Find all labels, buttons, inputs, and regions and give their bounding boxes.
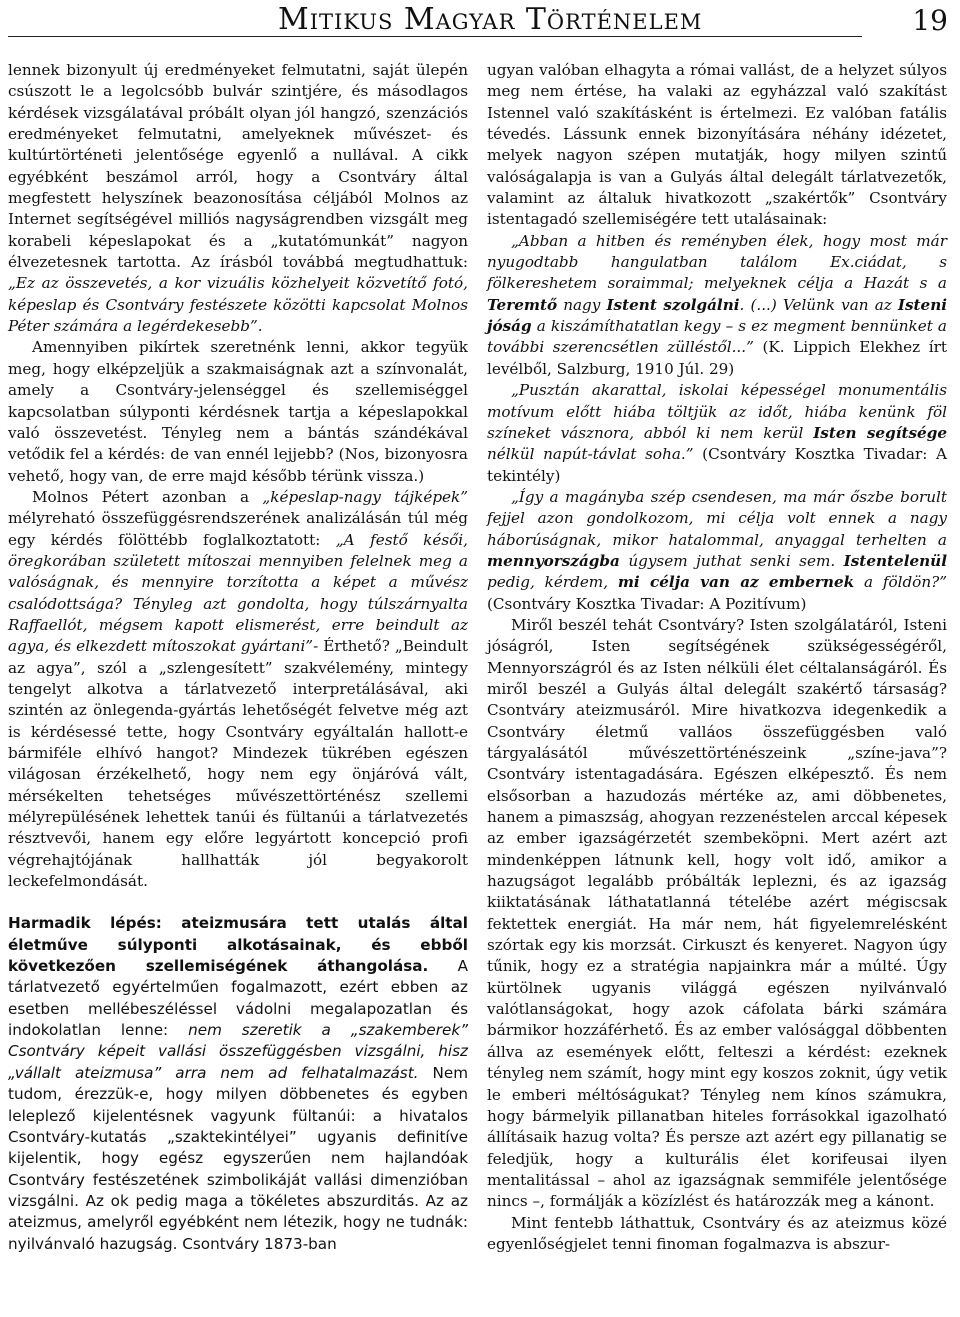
section-heading: Harmadik lépés: ateizmusára tett utalás által életműve súlyponti alkotásainak, és ebből következően szellemiségének áthangolása. [8, 914, 468, 976]
quote: „Így a magányba szép csendesen, ma már őszbe borult fejjel azon gondolkozom, mi célja volt ennek a nagy háborúságnak, mikor hatalommal, anyaggal terhelten a mennyországba úgysem juthat senki sem. Istentelenül pedig, kérdem, mi célja van az embernek a földön?” (Csontváry Kosztka Tivadar: A Pozitívum) [487, 487, 948, 613]
paragraph: Mint fentebb láthattuk, Csontváry és az ateizmus közé egyenlőségjelet tenni finoman fogalmazva is abszur- [487, 1213, 947, 1253]
paragraph: ugyan valóban elhagyta a római vallást, de a helyzet súlyos meg nem értése, ha valaki az egyházzal való szakítást Istennel való szakításként is értelmezi. Ez valóban fatális tévedés. Lássunk ennek bizonyítására néhány idézetet, melyek nagyon szépen mutatják, hogy milyen szintű valóságalapja is van a Gulyás által delegált tárlatvezetők, valamint az általuk hivatkozott „szakértők” Csontváry istentagadó szellemiségére tett utalásainak: [487, 61, 947, 229]
section-heading-paragraph: Harmadik lépés: ateizmusára tett utalás által életműve súlyponti alkotásainak, és ebből következően szellemiségének áthangolása. A tárlatvezető egyértelműen fogalmazott, ezért ebben az esetben mellébeszéléssel vádolni megalapozatlan és indokolatlan lenne: nem szeretik a „szakemberek” Csontváry képeit vallási összefüggésben vizsgálni, hisz „vállalt ateizmusa” arra nem ad felhatalmazást. Nem tudom, érezzük-e, hogy milyen döbbenetes és egyben leleplező kijelentésnek vagyunk fültanúi: a hivatalos Csontváry-kutatás „szaktekintélyei” ugyanis definitíve kijelentik, hogy egész egyszerűen nem hajlandóak Csontváry festészetének szimbolikáját vallási dimenzióban vizsgálni. Az ok pedig maga a tökéletes abszurditás. Az az ateizmus, amelyről egyébként nem létezik, hogy ne tudnák: nyilvánvaló hazugság. Csontváry 1873-ban [8, 914, 469, 1253]
paragraph: Molnos Pétert azonban a „képeslap-nagy tájképek” mélyreható összefüggésrendszerének analizálásán túl még egy kérdés fölöttébb foglalkoztatott: „A festő késői, öregkorában született mítoszai mennyiben felelnek meg a valóságnak, és mennyire torzította a képet a művész csalódottsága? Tényleg azt gondolta, hogy túlszárnyalta Raffaellót, mégsem kapott elismerést, erre beindult az agya, és elkezdett mítoszokat gyártani”- Érthető? „Beindult az agya”, szól a „szlengesített” szakvélemény, mintegy tengelyt alkotva a tárlatvezető interpretálásával, aki szintén az önlegenda-gyártás lehetőségét felvetve még azt is kérdésessé tette, hogy Csontváry egyáltalán hallott-e bármiféle elhívó hangot? Mindezek tükrében egészen világosan érzékelhető, hogy nem egy önjáróvá vált, mérsékelten tehetséges művészettörténész szellemi mélyrepülésének lehettek tanúi és fültanúi a tárlatvezetés résztvevői, hanem egy előre legyártott koncepció profi végrehajtójának hallhatták jól begyakorolt leckefelmondását. [8, 487, 468, 891]
page-number: 19 [912, 4, 948, 37]
paragraph: Miről beszél tehát Csontváry? Isten szolgálatáról, Isteni jóságról, Isten segítségének szükségességéről, Mennyországról és az Isten nélküli élet céltalanságáról. És miről beszél a Gulyás által delegált szakértő társaság? Csontváry ateizmusáról. Mire hivatkozva idegenkedik a Csontváry életmű valláos összefüggésben való tárgyalásától művészettörténészeink „színe-java”? Csontváry istentagadására. Egészen elképesztő. És nem elsősorban a hazudozás mértéke az, ami döbbenetes, hanem a pimaszság, ahogyan rezzenéstelen arccal képesek az ember igazságérzetét szembeköpni. Mert azért azt mindenképpen látnunk kell, hogy volt idő, amikor a hazugságot legalább próbálták leplezni, és az igazság kiiktatásának láthatatlanná tételébe azért mégiscsak fektettek energiát. Ha már nem, hát figyelemrelésként szórtak egy kis morzsát. Cirkuszt és kenyeret. Nagyon úgy tűnik, hogy ez a stratégia napjainkra már a múlté. Úgy kürtölnek ugyanis világgá egészen nyilvánvaló valótlanságokat, hogy azok cáfolata bárki számára bármikor hozzáférhető. És az ember valósággal döbbenten állva az események előtt, felteszi a kérdést: ezeknek tényleg nem számít, hogy mint egy koszos zoknit, úgy vetik le emberi méltóságukat? Tényleg nem kínos számukra, hogy bármelyik pillanatban hiteles forrásokkal igazolható állításaik hazug volta? És persze azt azért egy pillanatig se feledjük, hogy a kulturális élet korifeusai ilyen mentalitással – ahol az igazságnak semmiféle jelentősége nincs –, formálják a közízlést és határozzák meg a kánont. [487, 615, 947, 1211]
right-column [487, 60, 947, 1255]
running-title: Mitikus Magyar Történelem [278, 2, 703, 37]
running-header [8, 0, 952, 44]
paragraph: Amennyiben pikírtek szeretnénk lenni, akkor tegyük meg, hogy elképzeljük a szakmaiságnak azt a színvonalát, amely a Csontváry-jelenséggel és szellemiséggel kapcsolatban súlyponti kérdésnek tartja a képeslapokkal való összevetést. Tényleg nem a bántás szándékával vetődik fel a kérdés: de van ennél lejjebb? (Nos, bizonyosra vehető, hogy van, de erre majd később térünk vissza.) [8, 338, 468, 485]
paragraph: lennek bizonyult új eredményeket felmutatni, saját ülepén csúszott le a legolcsóbb bulvár szintjére, és másodlagos kérdések vizsgálatával próbált olyan jól hangzó, szenzációs eredményeket felmutatni, amelyeknek művészet- és kultúrtörténeti jelentősége egyenlő a nullával. A cikk egyébként beszámol arról, hogy a Csontváry által megfestett helyszínek beazonosítása céljából Molnos az Internet segítségével milliós nagyságrendben vizsgált meg korabeli képeslapokat és a „kutatómunkát” nagyon élvezetesnek tartotta. Az írásból továbbá megtudhattuk: „Ez az összevetés, a kor vizuális közhelyeit közvetítő fotó, képeslap és Csontváry festészete közötti kapcsolat Molnos Péter számára a legérdekesebb”. [8, 61, 468, 336]
left-column [8, 60, 468, 1255]
quote: „Abban a hitben és reményben élek, hogy most már nyugodtabb hangulatban találom Ex.ciádat, s fölkereshetem soraimmal; melyeknek célja a Hazát s a Teremtő nagy Istent szolgálni. (...) Velünk van az Isteni jóság a kiszámíthatatlan kegy – s ez megment bennünket a további szerencsétlen zülléstől...” (K. Lippich Elekhez írt levélből, Salzburg, 1910 Júl. 29) [487, 231, 948, 378]
quote: „Pusztán akarattal, iskolai képességel monumentális motívum előtt hiába töltjük az időt, hiába kenünk föl színeket vásznora, abból ki nem kerül Isten segítsége nélkül napút-távlat soha.” (Csontváry Kosztka Tivadar: A tekintély) [487, 381, 947, 485]
